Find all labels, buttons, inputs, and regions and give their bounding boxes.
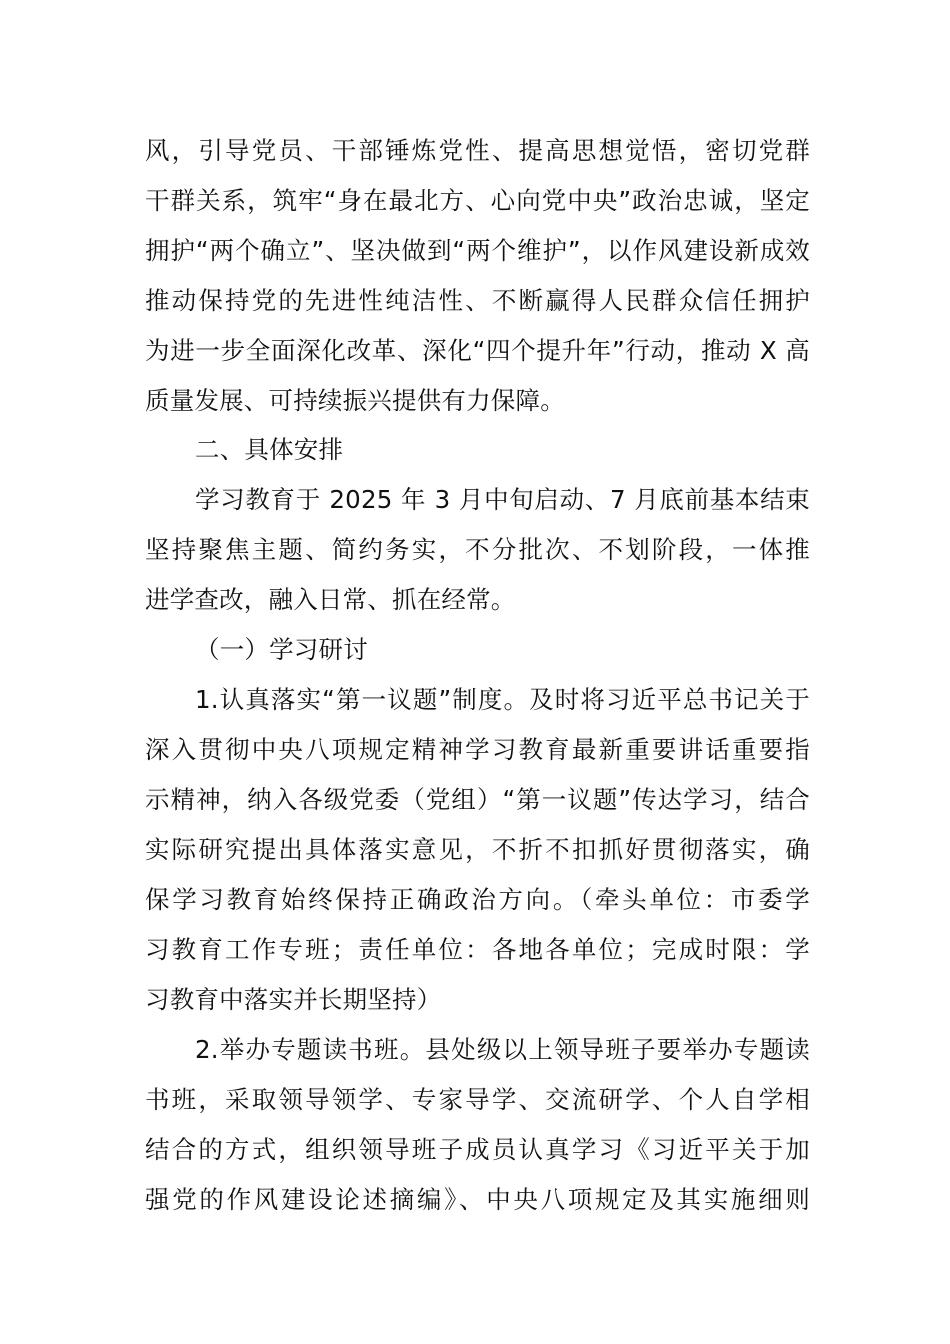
paragraph-line: 深入贯彻中央八项规定精神学习教育最新重要讲话重要指 bbox=[145, 735, 810, 764]
paragraph-line: 质量发展、可持续振兴提供有力保障。 bbox=[145, 386, 565, 415]
paragraph-line: 为进一步全面深化改革、深化“四个提升年”行动，推动 X 高 bbox=[145, 336, 810, 365]
paragraph-line: 2.举办专题读书班。县处级以上领导班子要举办专题读 bbox=[195, 1035, 810, 1064]
paragraph-line: 结合的方式，组织领导班子成员认真学习《习近平关于加 bbox=[145, 1135, 810, 1164]
paragraph-line: 进学查改，融入日常、抓在经常。 bbox=[145, 585, 516, 614]
paragraph-line: 坚持聚焦主题、简约务实，不分批次、不划阶段，一体推 bbox=[145, 535, 810, 564]
paragraph-line: 推动保持党的先进性纯洁性、不断赢得人民群众信任拥护 bbox=[145, 286, 810, 315]
section-heading: 二、具体安排 bbox=[195, 435, 344, 464]
paragraph-line: 习教育工作专班；责任单位：各地各单位；完成时限：学 bbox=[145, 935, 810, 964]
paragraph-line: 强党的作风建设论述摘编》、中央八项规定及其实施细则 bbox=[145, 1185, 810, 1214]
paragraph-line: 干群关系，筑牢“身在最北方、心向党中央”政治忠诚，坚定 bbox=[145, 186, 810, 215]
paragraph-line: 保学习教育始终保持正确政治方向。（牵头单位：市委学 bbox=[145, 885, 810, 914]
paragraph-line: 实际研究提出具体落实意见，不折不扣抓好贯彻落实，确 bbox=[145, 835, 810, 864]
paragraph-line: 风，引导党员、干部锤炼党性、提高思想觉悟，密切党群 bbox=[145, 136, 810, 165]
paragraph-line: 学习教育于 2025 年 3 月中旬启动、7 月底前基本结束 bbox=[195, 485, 810, 514]
paragraph-line: 示精神，纳入各级党委（党组）“第一议题”传达学习，结合 bbox=[145, 785, 810, 814]
paragraph-line: 书班，采取领导领学、专家导学、交流研学、个人自学相 bbox=[145, 1085, 810, 1114]
subsection-heading: （一）学习研讨 bbox=[195, 635, 368, 664]
paragraph-line: 习教育中落实并长期坚持） bbox=[145, 985, 442, 1014]
paragraph-line: 1.认真落实“第一议题”制度。及时将习近平总书记关于 bbox=[195, 685, 810, 714]
paragraph-line: 拥护“两个确立”、坚决做到“两个维护”，以作风建设新成效 bbox=[145, 236, 810, 265]
